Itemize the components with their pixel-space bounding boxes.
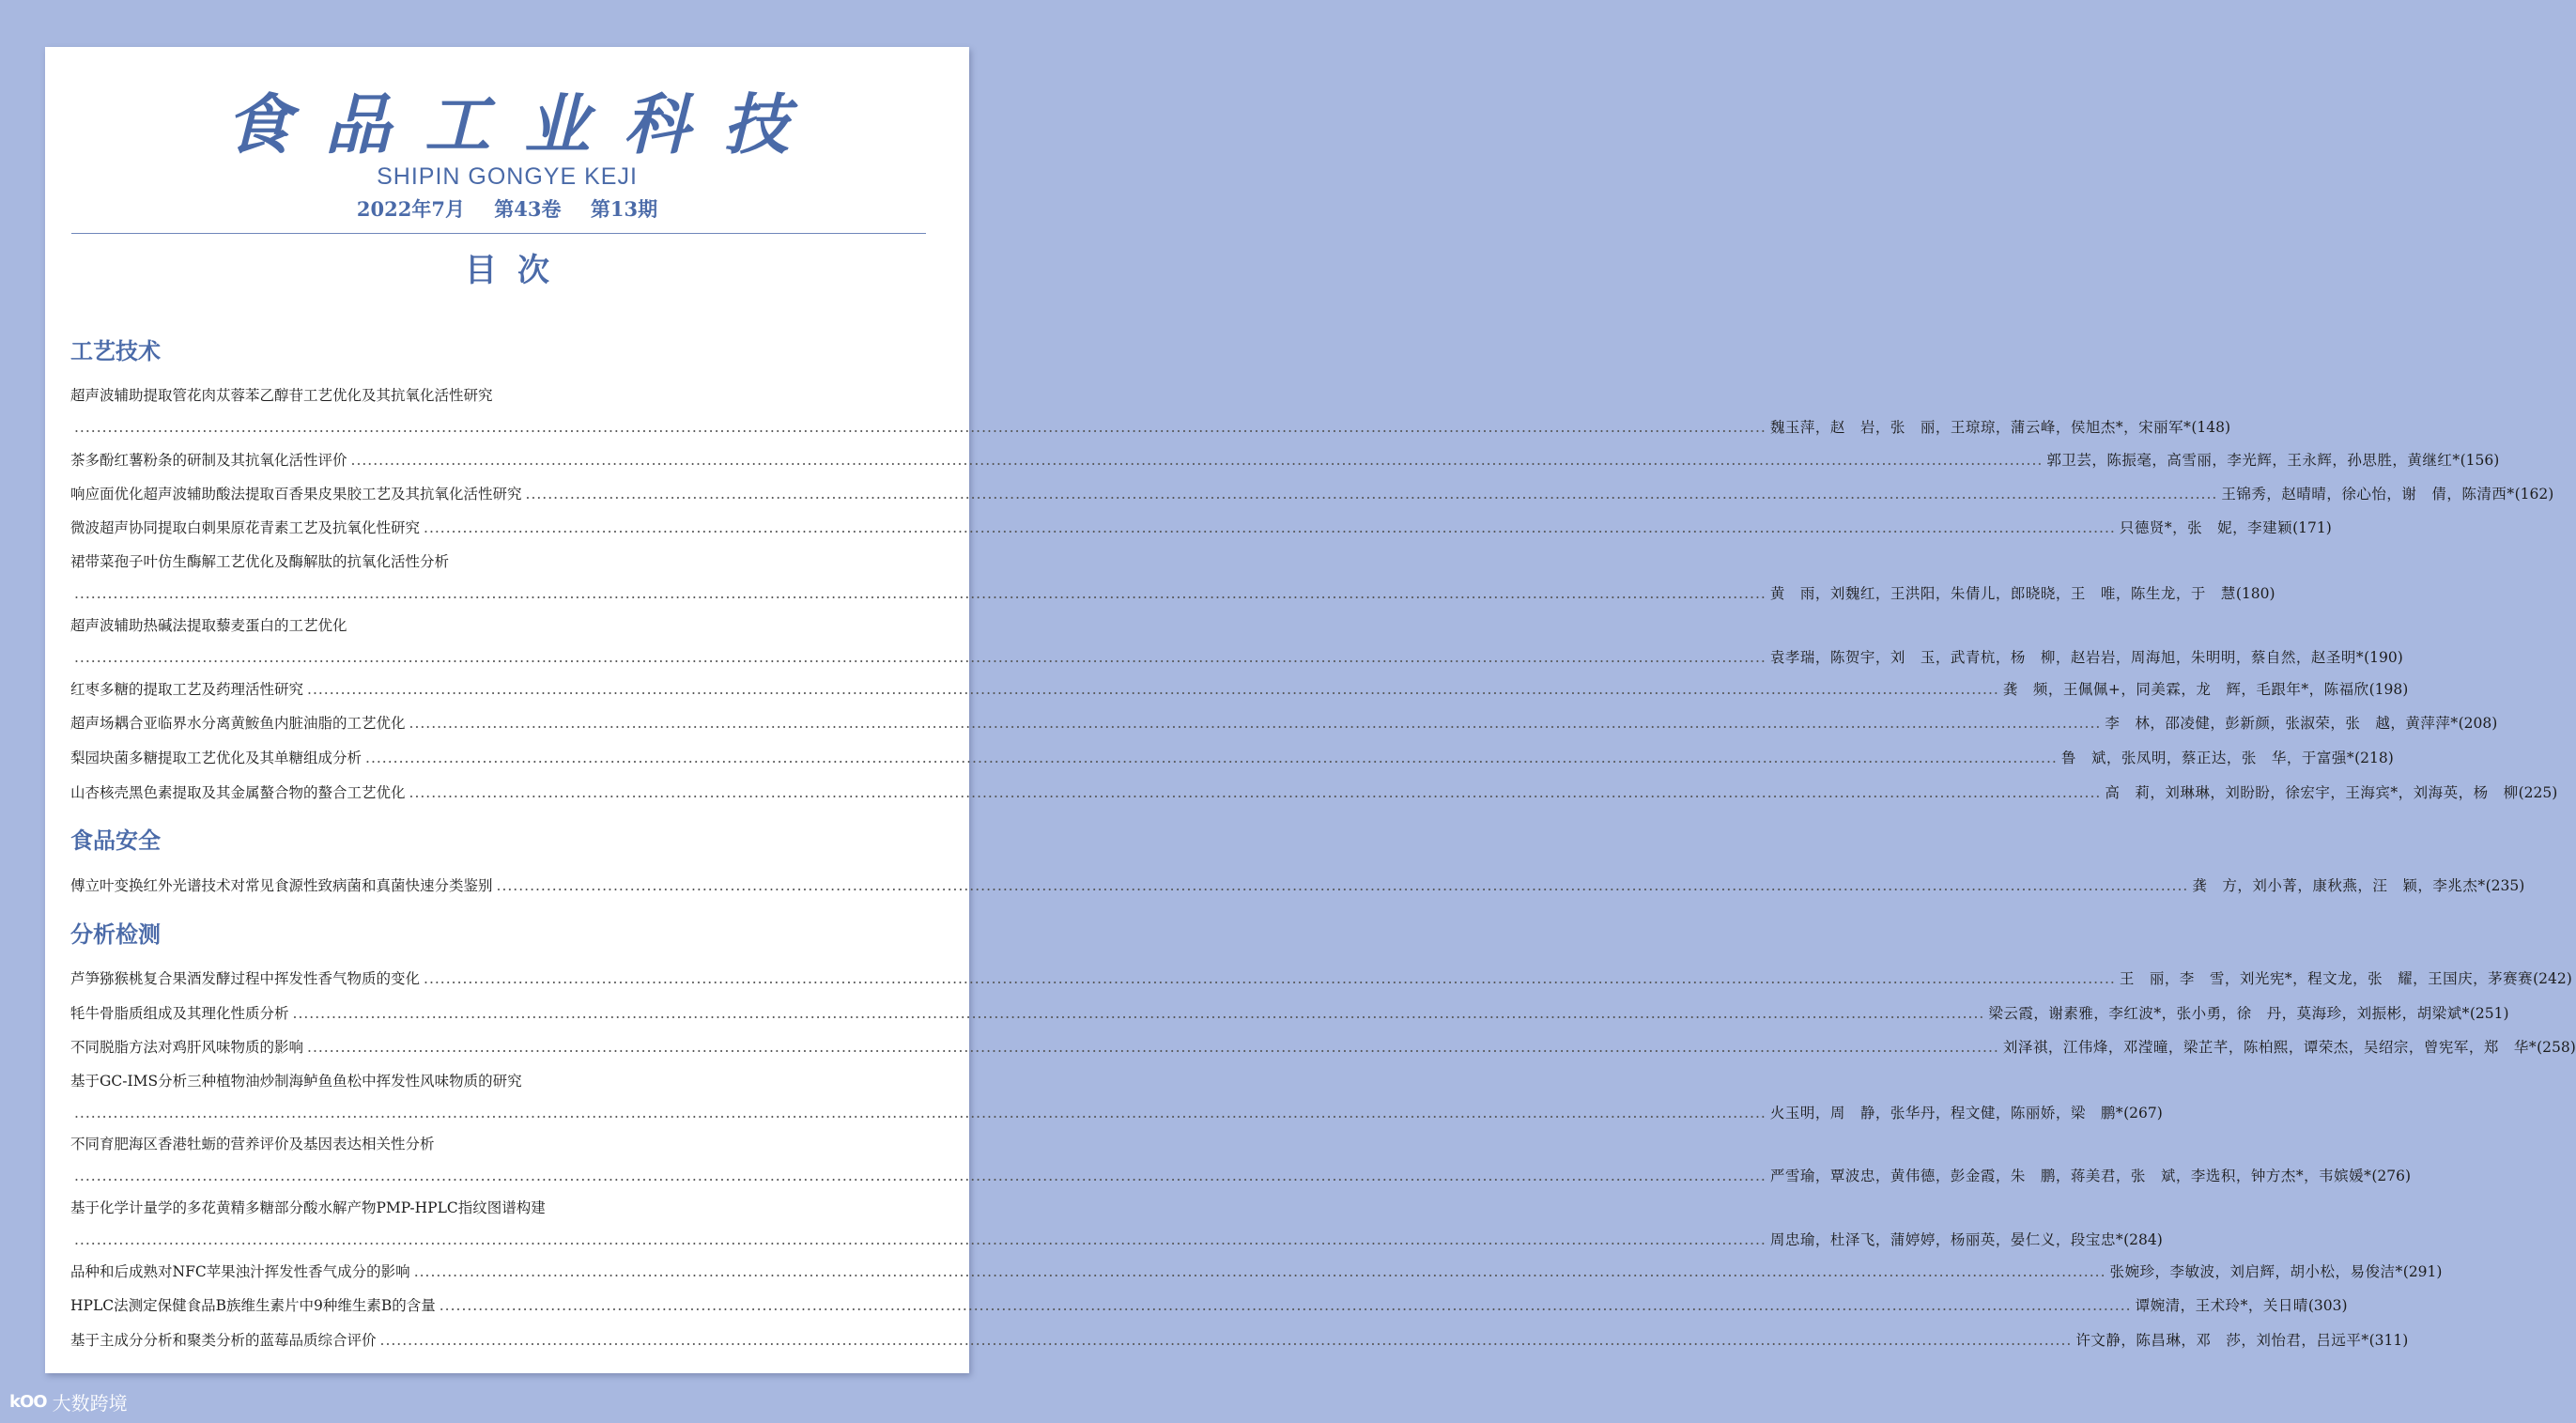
- entry-authors: 鲁 斌，张凤明，蔡正达，张 华，于富强*: [2060, 750, 2355, 766]
- toc-entry[interactable]: [70, 614, 2403, 669]
- entry-page: (303): [2307, 1297, 2348, 1314]
- toc-entry[interactable]: [70, 483, 2554, 505]
- leader-dots: [380, 1332, 2073, 1349]
- entry-page: (180): [2235, 585, 2275, 602]
- watermark: [9, 1388, 128, 1415]
- leader-dots: [307, 1039, 1999, 1056]
- leader-dots: [424, 519, 2116, 536]
- entry-page: (284): [2123, 1231, 2163, 1248]
- entry-title: 不同脱脂方法对鸡肝风味物质的影响: [70, 1039, 304, 1056]
- entry-title: 傅立叶变换红外光谱技术对常见食源性致病菌和真菌快速分类鉴别: [70, 877, 493, 894]
- leader-dots: [409, 784, 2102, 801]
- toc-entry[interactable]: [70, 781, 2558, 804]
- leader-dots: [497, 877, 2189, 894]
- leader-dots: [74, 649, 1766, 666]
- entry-page: (251): [2469, 1005, 2509, 1022]
- entry-title: 茶多酚红薯粉条的研制及其抗氧化活性评价: [70, 452, 347, 469]
- journal-title-pinyin: SHIPIN GONGYE KEJI: [377, 163, 638, 190]
- entry-authors: 李 林，邵凌健，彭新颜，张淑荣，张 越，黄萍萍*: [2105, 715, 2459, 732]
- toc-entry[interactable]: [70, 678, 2409, 701]
- toc-entry[interactable]: [70, 1261, 2443, 1283]
- entry-page: (242): [2533, 970, 2572, 987]
- section-heading: 工艺技术: [70, 337, 161, 364]
- toc-entry[interactable]: [70, 1070, 2163, 1124]
- entry-page: (267): [2123, 1105, 2163, 1121]
- entry-title: 超声波辅助热碱法提取藜麦蛋白的工艺优化: [70, 617, 347, 634]
- leader-dots: [414, 1263, 2106, 1280]
- entry-authors: 张婉珍，李敏波，刘启辉，胡小松，易俊洁*: [2109, 1263, 2403, 1280]
- toc-entry[interactable]: [70, 1002, 2509, 1025]
- entry-title: 超声场耦合亚临界水分离黄鮟鱼内脏油脂的工艺优化: [70, 715, 406, 732]
- leader-dots: [526, 486, 2218, 503]
- leader-dots: [351, 452, 2044, 469]
- toc-entry[interactable]: [70, 747, 2394, 769]
- section-heading: 分析检测: [70, 920, 161, 948]
- leader-dots: [74, 1168, 1766, 1184]
- entry-authors: 王锦秀，赵晴晴，徐心怡，谢 倩，陈清西*: [2221, 486, 2515, 503]
- entry-page: (148): [2191, 419, 2231, 436]
- entry-page: (291): [2402, 1263, 2443, 1280]
- leader-dots: [74, 419, 1766, 436]
- toc-entry[interactable]: [70, 967, 2572, 990]
- entry-authors: 谭婉清，王术玲*，关日晴: [2135, 1297, 2308, 1314]
- journal-page: [45, 47, 2576, 1373]
- entry-page: (162): [2514, 486, 2554, 503]
- entry-authors: 只德贤*，张 妮，李建颖: [2119, 519, 2293, 536]
- entry-title: 牦牛骨脂质组成及其理化性质分析: [70, 1005, 289, 1022]
- entry-title: 微波超声协同提取白刺果原花青素工艺及抗氧化性研究: [70, 519, 421, 536]
- watermark-text: 大数跨境: [52, 1392, 128, 1415]
- toc-entry[interactable]: [70, 712, 2498, 735]
- entry-title: 山杏核壳黑色素提取及其金属螯合物的螯合工艺优化: [70, 784, 406, 801]
- entry-authors: 周忠瑜，杜泽飞，蒲婷婷，杨丽英，晏仁义，段宝忠*: [1769, 1231, 2124, 1248]
- entry-authors: 高 莉，刘琳琳，刘盼盼，徐宏宇，王海宾*，刘海英，杨 柳: [2105, 784, 2519, 801]
- leader-dots: [307, 681, 1999, 698]
- entry-page: (235): [2485, 877, 2525, 894]
- entry-title: 不同育肥海区香港牡蛎的营养评价及基因表达相关性分析: [70, 1136, 435, 1152]
- entry-page: (218): [2354, 750, 2394, 766]
- entry-page: (276): [2371, 1168, 2412, 1184]
- toc-entry[interactable]: [70, 384, 2231, 439]
- entry-authors: 梁云霞，谢素雅，李红波*，张小勇，徐 丹，莫海珍，刘振彬，胡梁斌*: [1988, 1005, 2470, 1022]
- leader-dots: [74, 1105, 1766, 1121]
- entry-title: HPLC法测定保健食品B族维生素片中9种维生素B的含量: [70, 1297, 436, 1314]
- toc-entry[interactable]: [70, 1133, 2412, 1187]
- entry-authors: 许文静，陈昌琳，邓 莎，刘怡君，吕远平*: [2075, 1332, 2369, 1349]
- entry-authors: 魏玉萍，赵 岩，张 丽，王琼琼，蒲云峰，侯旭杰*，宋丽军*: [1769, 419, 2192, 436]
- entry-page: (225): [2518, 784, 2558, 801]
- watermark-logo-icon: kOO: [9, 1392, 47, 1412]
- toc-entry[interactable]: [70, 1329, 2409, 1352]
- leader-dots: [440, 1297, 2132, 1314]
- entry-title: 响应面优化超声波辅助酸法提取百香果皮果胶工艺及其抗氧化活性研究: [70, 486, 522, 503]
- entry-title: 基于化学计量学的多花黄精多糖部分酸水解产物PMP-HPLC指纹图谱构建: [70, 1199, 546, 1216]
- header-divider: [71, 233, 926, 234]
- issue-info: [45, 195, 969, 224]
- toc-entry[interactable]: [70, 1197, 2163, 1251]
- entry-title: 品种和后成熟对NFC苹果浊汁挥发性香气成分的影响: [70, 1263, 410, 1280]
- entry-page: (198): [2368, 681, 2409, 698]
- entry-authors: 郭卫芸，陈振毫，高雪丽，李光辉，王永辉，孙思胜，黄继红*: [2046, 452, 2460, 469]
- section-heading: 食品安全: [70, 827, 161, 854]
- toc-entry[interactable]: [70, 517, 2332, 539]
- toc-entry[interactable]: [70, 874, 2525, 897]
- entry-authors: 龚 频，王佩佩+，同美霖，龙 辉，毛跟年*，陈福欣: [2002, 681, 2369, 698]
- entry-page: (171): [2292, 519, 2332, 536]
- entry-title: 基于主成分分析和聚类分析的蓝莓品质综合评价: [70, 1332, 377, 1349]
- toc-title: 目次: [465, 252, 570, 289]
- issue-number: 第13期: [590, 197, 658, 221]
- entry-authors: 刘泽祺，江伟烽，邓滢曈，梁芷芊，陈柏熙，谭荣杰，吴绍宗，曾宪军，郑 华*: [2002, 1039, 2537, 1056]
- masthead: [45, 85, 969, 224]
- toc-entry[interactable]: [70, 550, 2275, 605]
- toc-entry[interactable]: [70, 449, 2500, 472]
- entry-title: 梨园块菌多糖提取工艺优化及其单糖组成分析: [70, 750, 362, 766]
- issue-date: 2022年7月: [356, 197, 465, 221]
- leader-dots: [293, 1005, 1985, 1022]
- entry-authors: 龚 方，刘小菁，康秋燕，汪 颖，李兆杰*: [2192, 877, 2486, 894]
- toc-entry[interactable]: [70, 1036, 2576, 1059]
- entry-title: 超声波辅助提取管花肉苁蓉苯乙醇苷工艺优化及其抗氧化活性研究: [70, 387, 493, 404]
- entry-title: 红枣多糖的提取工艺及药理活性研究: [70, 681, 304, 698]
- entry-authors: 黄 雨，刘魏红，王洪阳，朱倩儿，郎晓晓，王 唯，陈生龙，于 慧: [1769, 585, 2236, 602]
- journal-title: 食品工业科技: [225, 85, 823, 163]
- entry-page: (258): [2537, 1039, 2576, 1056]
- entry-page: (311): [2368, 1332, 2409, 1349]
- entry-page: (156): [2460, 452, 2500, 469]
- leader-dots: [424, 970, 2116, 987]
- entry-authors: 严雪瑜，覃波忠，黄伟德，彭金霞，朱 鹏，蒋美君，张 斌，李选积，钟方杰*，韦嫔媛*: [1769, 1168, 2372, 1184]
- issue-volume: 第43卷: [494, 197, 562, 221]
- entry-page: (208): [2458, 715, 2498, 732]
- leader-dots: [74, 1231, 1766, 1248]
- entry-title: 基于GC-IMS分析三种植物油炒制海鲈鱼鱼松中挥发性风味物质的研究: [70, 1073, 522, 1090]
- toc-entry[interactable]: [70, 1294, 2348, 1317]
- entry-authors: 王 丽，李 雪，刘光宪*，程文龙，张 耀，王国庆，茅赛赛: [2119, 970, 2534, 987]
- entry-page: (190): [2364, 649, 2403, 666]
- leader-dots: [74, 585, 1766, 602]
- entry-title: 裙带菜孢子叶仿生酶解工艺优化及酶解肽的抗氧化活性分析: [70, 553, 450, 570]
- entry-authors: 袁孝瑞，陈贺宇，刘 玉，武青杭，杨 柳，赵岩岩，周海旭，朱明明，蔡自然，赵圣明*: [1769, 649, 2365, 666]
- leader-dots: [409, 715, 2102, 732]
- entry-authors: 火玉明，周 静，张华丹，程文健，陈丽娇，梁 鹏*: [1769, 1105, 2124, 1121]
- leader-dots: [365, 750, 2058, 766]
- entry-title: 芦笋猕猴桃复合果酒发酵过程中挥发性香气物质的变化: [70, 970, 421, 987]
